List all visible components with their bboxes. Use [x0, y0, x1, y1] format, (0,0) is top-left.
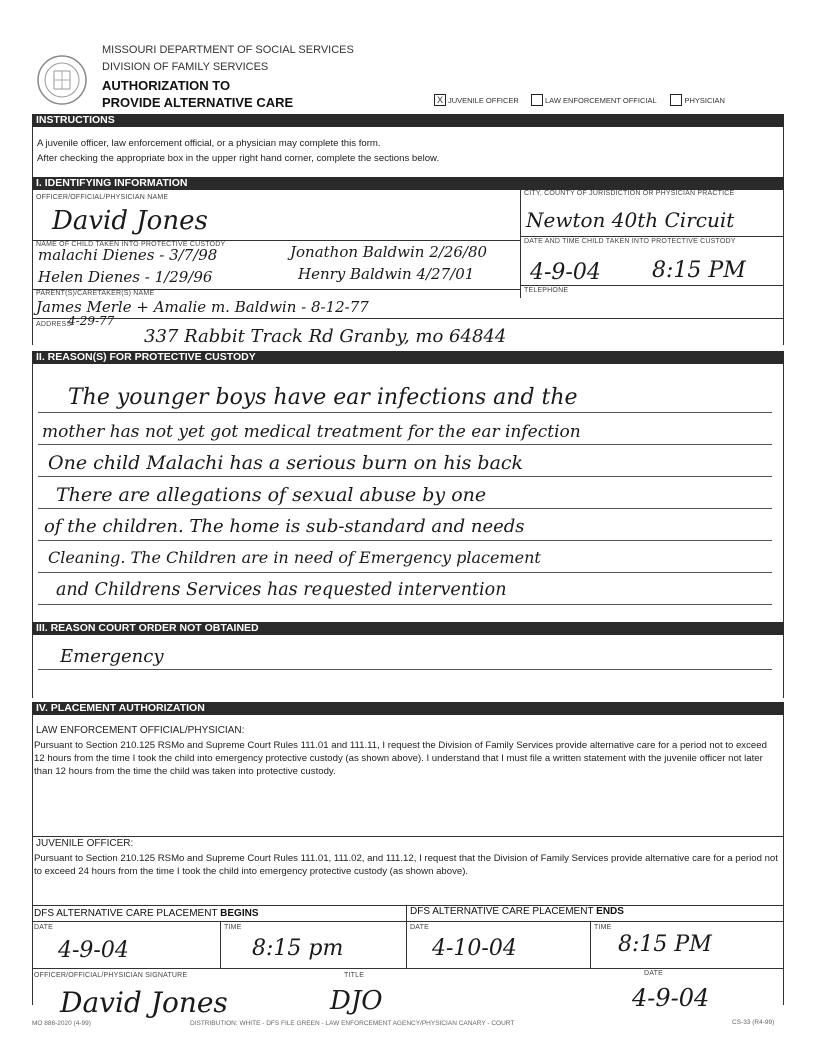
custody-time[interactable]: 8:15 PM: [652, 258, 746, 283]
begins-heading: DFS ALTERNATIVE CARE PLACEMENT BEGINS: [34, 908, 259, 919]
jo-text: Pursuant to Section 210.125 RSMo and Supreme Court Rules 111.01, 111.02, and 111.12, I request that the Division of Family Services provide alternative care for a period not to exceed 24 hours from the time I took the child into emergency protective custody (as shown above).: [34, 853, 778, 877]
child-name-3[interactable]: Helen Dienes - 1/29/96: [38, 268, 213, 286]
jurisdiction-label: CITY, COUNTY OF JURISDICTION OR PHYSICIAN PRACTICE: [524, 190, 735, 197]
distribution-text: DISTRIBUTION: WHITE - DFS FILE GREEN - LAW ENFORCEMENT AGENCY/PHYSICIAN CANARY - COURT: [190, 1020, 515, 1027]
state-seal: [36, 54, 88, 106]
reason-line-3[interactable]: One child Malachi has a serious burn on his back: [48, 452, 524, 474]
role-checkboxes: [434, 95, 725, 107]
title-value[interactable]: DJO: [330, 986, 383, 1016]
address-date: 4-29-77: [68, 314, 115, 328]
court-order-reason[interactable]: Emergency: [60, 646, 164, 667]
form-title-line2: PROVIDE ALTERNATIVE CARE: [102, 95, 294, 110]
reason-line-7[interactable]: and Childrens Services has requested intervention: [56, 580, 507, 600]
child-name-2[interactable]: Jonathon Baldwin 2/26/80: [290, 243, 488, 261]
section4-heading: IV. PLACEMENT AUTHORIZATION: [32, 702, 784, 715]
custody-date[interactable]: 4-9-04: [530, 260, 601, 285]
form-code: CS-33 (R4-99): [732, 1019, 775, 1026]
le-text: Pursuant to Section 210.125 RSMo and Supreme Court Rules 111.01 and 111.11, I request the Division of Family Services provide alternative care for a period not to exceed 12 hours from the time I took the child into emergency protective custody (as shown above). I understand that I must file a written statement with the juvenile officer not later than 12 hours from the time the child was taken into protective custody.: [34, 740, 767, 777]
instructions-line2: After checking the appropriate box in the upper right hand corner, complete the sections below.: [37, 153, 440, 164]
checkbox-box: [670, 94, 682, 106]
child-name-label: NAME OF CHILD TAKEN INTO PROTECTIVE CUSTODY: [36, 241, 226, 248]
end-date-value[interactable]: 4-10-04: [432, 936, 517, 961]
reason-line-2[interactable]: mother has not yet got medical treatment for the ear infection: [42, 422, 581, 442]
sig-date-label: DATE: [644, 970, 663, 977]
parent-value[interactable]: James Merle + Amalie m. Baldwin - 8-12-77: [36, 298, 369, 316]
begin-date-value[interactable]: 4-9-04: [58, 938, 129, 963]
signature-value[interactable]: David Jones: [60, 986, 228, 1019]
department-name: MISSOURI DEPARTMENT OF SOCIAL SERVICES: [102, 44, 354, 56]
reason-line-6[interactable]: Cleaning. The Children are in need of Emergency placement: [48, 548, 541, 567]
begin-time-label: TIME: [224, 924, 242, 931]
instructions-line1: A juvenile officer, law enforcement official, or a physician may complete this form.: [37, 138, 381, 149]
begin-time-value[interactable]: 8:15 pm: [252, 936, 344, 961]
reason-line-4[interactable]: There are allegations of sexual abuse by one: [56, 484, 487, 506]
checkbox-law-enforcement[interactable]: LAW ENFORCEMENT OFFICIAL: [531, 96, 659, 105]
telephone-label: TELEPHONE: [524, 287, 569, 294]
le-heading: LAW ENFORCEMENT OFFICIAL/PHYSICIAN:: [36, 725, 245, 736]
end-time-value[interactable]: 8:15 PM: [618, 932, 712, 957]
begin-date-label: DATE: [34, 924, 53, 931]
datetime-label: DATE AND TIME CHILD TAKEN INTO PROTECTIVE CUSTODY: [524, 238, 736, 245]
section1-heading: I. IDENTIFYING INFORMATION: [32, 177, 784, 190]
title-label: TITLE: [344, 972, 365, 979]
officer-name-label: OFFICER/OFFICIAL/PHYSICIAN NAME: [36, 194, 169, 201]
checkbox-box: [531, 94, 543, 106]
end-time-label: TIME: [594, 924, 612, 931]
checkbox-physician[interactable]: PHYSICIAN: [670, 96, 724, 105]
reason-line-5[interactable]: of the children. The home is sub-standard and needs: [44, 516, 525, 537]
sig-date-value[interactable]: 4-9-04: [632, 984, 710, 1012]
address-label: ADDRESS: [36, 321, 72, 328]
end-date-label: DATE: [410, 924, 429, 931]
section3-heading: III. REASON COURT ORDER NOT OBTAINED: [32, 622, 784, 635]
division-name: DIVISION OF FAMILY SERVICES: [102, 61, 269, 73]
address-value[interactable]: 337 Rabbit Track Rd Granby, mo 64844: [144, 326, 507, 347]
child-name-4[interactable]: Henry Baldwin 4/27/01: [298, 265, 475, 283]
child-name-1[interactable]: malachi Dienes - 3/7/98: [38, 246, 218, 264]
section2-heading: II. REASON(S) FOR PROTECTIVE CUSTODY: [32, 351, 784, 364]
instructions-heading: INSTRUCTIONS: [32, 114, 784, 127]
jo-heading: JUVENILE OFFICER:: [36, 838, 134, 849]
checkbox-box: X: [434, 94, 446, 106]
signature-label: OFFICER/OFFICIAL/PHYSICIAN SIGNATURE: [34, 972, 188, 979]
form-number: MO 886-2020 (4-99): [32, 1020, 91, 1027]
reason-line-1[interactable]: The younger boys have ear infections and the: [68, 385, 578, 410]
officer-name-value[interactable]: David Jones: [52, 206, 208, 236]
ends-heading: DFS ALTERNATIVE CARE PLACEMENT ENDS: [410, 906, 624, 917]
parent-label: PARENT(S)/CARETAKER(S) NAME: [36, 290, 155, 297]
jurisdiction-value[interactable]: Newton 40th Circuit: [526, 208, 735, 232]
form-title-line1: AUTHORIZATION TO: [102, 78, 231, 93]
checkbox-juvenile-officer[interactable]: X JUVENILE OFFICER: [434, 96, 521, 105]
